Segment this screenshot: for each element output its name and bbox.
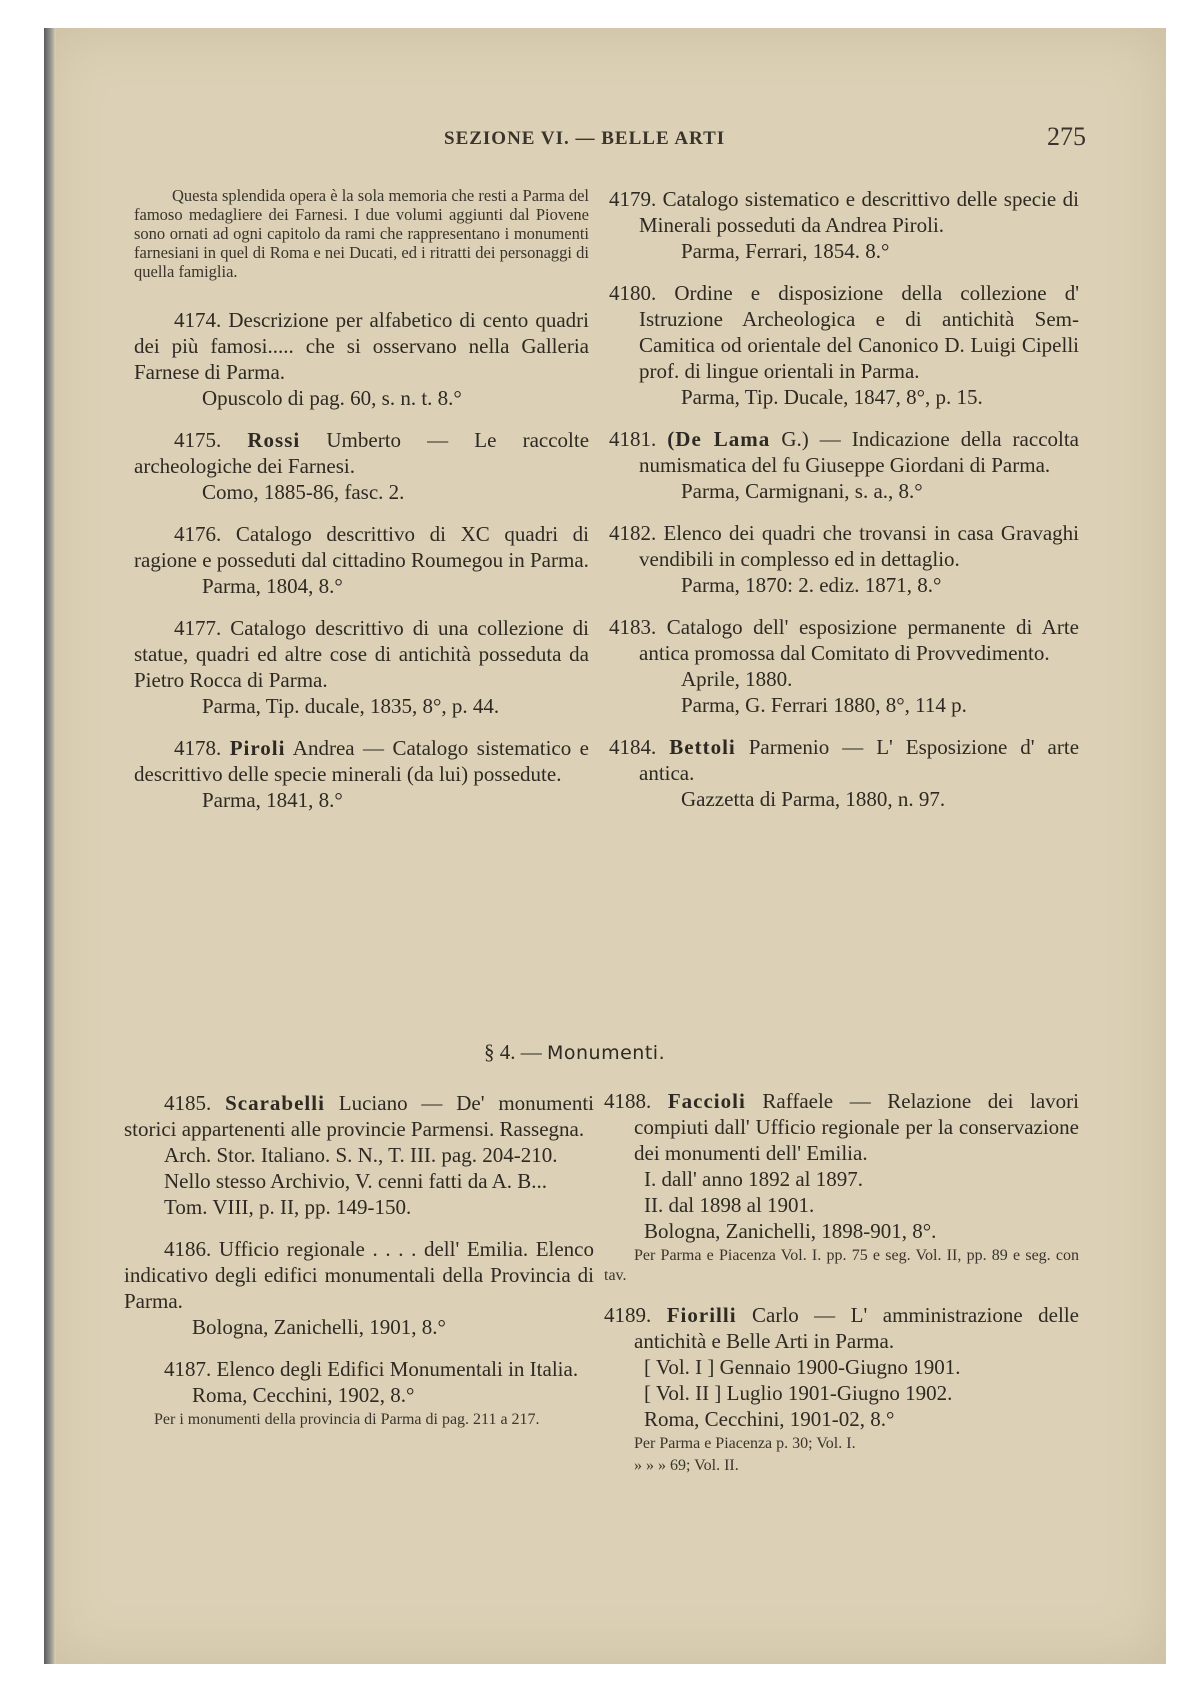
entry-4177 [134,615,589,719]
entry-author: Faccioli [667,1089,746,1113]
entry-title: Catalogo dell' esposizione permanente di Arte antica promossa dal Comitato di Provvedimento. [639,615,1079,665]
entry-imprint: Parma, Ferrari, 1854. 8.° [681,239,890,263]
page-header [44,112,1166,152]
entry-title: Elenco dei quadri che trovansi in casa Gravaghi vendibili in complesso ed in dettaglio. [639,521,1079,571]
section-heading [484,1040,884,1065]
entry-4189 [604,1302,1079,1476]
entry-imprint: Parma, G. Ferrari 1880, 8°, 114 p. [681,693,967,717]
entry-title: Catalogo descrittivo di XC quadri di ragione e posseduti dal cittadino Roumegou in Parma. [134,522,590,572]
entry-title: Catalogo descrittivo di una collezione di statue, quadri ed altre cose di antichità posseduta da Pietro Rocca di Parma. [134,616,589,692]
entry-4187 [124,1356,594,1430]
entry-number: 4187. [164,1357,212,1381]
entry-imprint: Como, 1885-86, fasc. 2. [202,480,405,504]
entry-4179 [609,186,1079,264]
entry-imprint: Parma, 1870: 2. ediz. 1871, 8.° [681,573,942,597]
entry-imprint: Gazzetta di Parma, 1880, n. 97. [681,787,946,811]
entry-number: 4186. [164,1237,212,1261]
entry-imprint: Parma, 1804, 8.° [202,574,343,598]
entry-title: Elenco degli Edifici Monumentali in Italia. [216,1357,579,1381]
entry-imprint: Roma, Cecchini, 1902, 8.° [192,1383,415,1407]
entry-author: (De Lama [667,427,771,451]
entry-4176 [134,521,589,599]
entry-number: 4177. [174,616,222,640]
entry-imprint: Opuscolo di pag. 60, s. n. t. 8.° [202,386,462,410]
entry-number: 4183. [609,615,657,639]
entry-title: Ordine e disposizione della collezione d' Istruzione Archeologica e di antichità Sem-Camitica od orientale del Canonico D. Luigi Cipelli prof. di lingue orientali in Parma. [639,281,1079,383]
entry-title: Catalogo sistematico e descrittivo delle specie di Minerali posseduti da Andrea Piroli. [639,187,1079,237]
column-left-top [134,186,589,829]
entry-imprint: Parma, Tip. ducale, 1835, 8°, p. 44. [202,694,500,718]
entry-imprint: Bologna, Zanichelli, 1901, 8.° [192,1315,446,1339]
entry-author: Bettoli [669,735,736,759]
entry-imprint: Nello stesso Archivio, V. cenni fatti da A. B... Tom. VIII, p. II, pp. 149-150. [164,1169,548,1219]
entry-4183 [609,614,1079,718]
entry-imprint: [ Vol. II ] Luglio 1901-Giugno 1902. [644,1381,953,1405]
entry-4174 [134,307,589,411]
entry-title: Descrizione per alfabetico di cento quadri dei più famosi..... che si osservano nella Galleria Farnese di Parma. [134,308,590,384]
entry-imprint: I. dall' anno 1892 al 1897. [644,1167,863,1191]
entry-imprint: Parma, 1841, 8.° [202,788,343,812]
entry-4185 [124,1090,594,1220]
entry-imprint: Parma, Tip. Ducale, 1847, 8°, p. 15. [681,385,983,409]
entry-title: Umberto — Le raccolte archeologiche dei Farnesi. [134,428,590,478]
entry-4181 [609,426,1079,504]
entry-imprint: II. dal 1898 al 1901. [644,1193,815,1217]
page-number: 275 [1047,122,1086,151]
entry-number: 4185. [164,1091,212,1115]
entry-number: 4174. [174,308,222,332]
column-left-bottom [124,1090,594,1446]
entry-note: Per Parma e Piacenza p. 30; Vol. I. [634,1435,856,1452]
farnese-note: Questa splendida opera è la sola memoria che resti a Parma del famoso medagliere dei Farnesi. I due volumi aggiunti dal Piovene sono ornati ad ogni capitolo da rami che rappresentano i monumenti farnesiani in quel di Roma e nei Ducati, ed i ritratti dei personaggi di quella famiglia. [134,186,589,281]
section-symbol: § 4. — [484,1040,542,1064]
running-title: SEZIONE VI. — BELLE ARTI [444,128,726,149]
entry-number: 4178. [174,736,222,760]
entry-author: Rossi [247,428,301,452]
entry-title: G.) — Indicazione della raccolta numismatica del fu Giuseppe Giordani di Parma. [639,427,1080,477]
column-right-bottom [604,1088,1079,1492]
entry-number: 4179. [609,187,657,211]
entry-author: Scarabelli [225,1091,325,1115]
entry-number: 4189. [604,1303,652,1327]
entry-number: 4180. [609,281,657,305]
entry-4188 [604,1088,1079,1286]
entry-number: 4175. [174,428,222,452]
entry-author: Piroli [229,736,286,760]
entry-4182 [609,520,1079,598]
entry-author: Fiorilli [666,1303,737,1327]
entry-number: 4181. [609,427,657,451]
entry-title: Ufficio regionale . . . . dell' Emilia. Elenco indicativo degli edifici monumentali della Provincia di Parma. [124,1237,595,1313]
entry-imprint: Arch. Stor. Italiano. S. N., T. III. pag. 204-210. [164,1143,558,1167]
entry-number: 4182. [609,521,657,545]
entry-4175 [134,427,589,505]
entry-note: Per Parma e Piacenza Vol. I. pp. 75 e seg. Vol. II, pp. 89 e seg. con tav. [604,1247,1079,1284]
entry-title: Parmenio — L' Esposizione d' arte antica. [639,735,1080,785]
entry-imprint: Bologna, Zanichelli, 1898-901, 8°. [644,1219,937,1243]
entry-4186 [124,1236,594,1340]
entry-note: Per i monumenti della provincia di Parma di pag. 211 a 217. [154,1411,540,1428]
entry-4178 [134,735,589,813]
entry-number: 4184. [609,735,657,759]
entry-title: Luciano — De' monumenti storici appartenenti alle provincie Parmensi. Rassegna. [124,1091,595,1141]
book-page [44,28,1166,1664]
binding-shadow [44,28,56,1664]
entry-number: 4176. [174,522,222,546]
entry-title: Raffaele — Relazione dei lavori compiuti dall' Ufficio regionale per la conservazione dei monumenti dell' Emilia. [634,1089,1080,1165]
column-right-top [609,186,1079,828]
entry-title: Carlo — L' amministrazione delle antichità e Belle Arti in Parma. [634,1303,1079,1353]
entry-title: Andrea — Catalogo sistematico e descrittivo delle specie minerali (da lui) possedute. [134,736,590,786]
entry-imprint: Parma, Carmignani, s. a., 8.° [681,479,923,503]
entry-number: 4188. [604,1089,652,1113]
entry-4184 [609,734,1079,812]
entry-4180 [609,280,1079,410]
section-title: Monumenti. [547,1042,666,1064]
entry-imprint: Aprile, 1880. [681,667,793,691]
entry-imprint: Roma, Cecchini, 1901-02, 8.° [644,1407,895,1431]
entry-note: » » » 69; Vol. II. [634,1457,739,1474]
entry-imprint: [ Vol. I ] Gennaio 1900-Giugno 1901. [644,1355,961,1379]
